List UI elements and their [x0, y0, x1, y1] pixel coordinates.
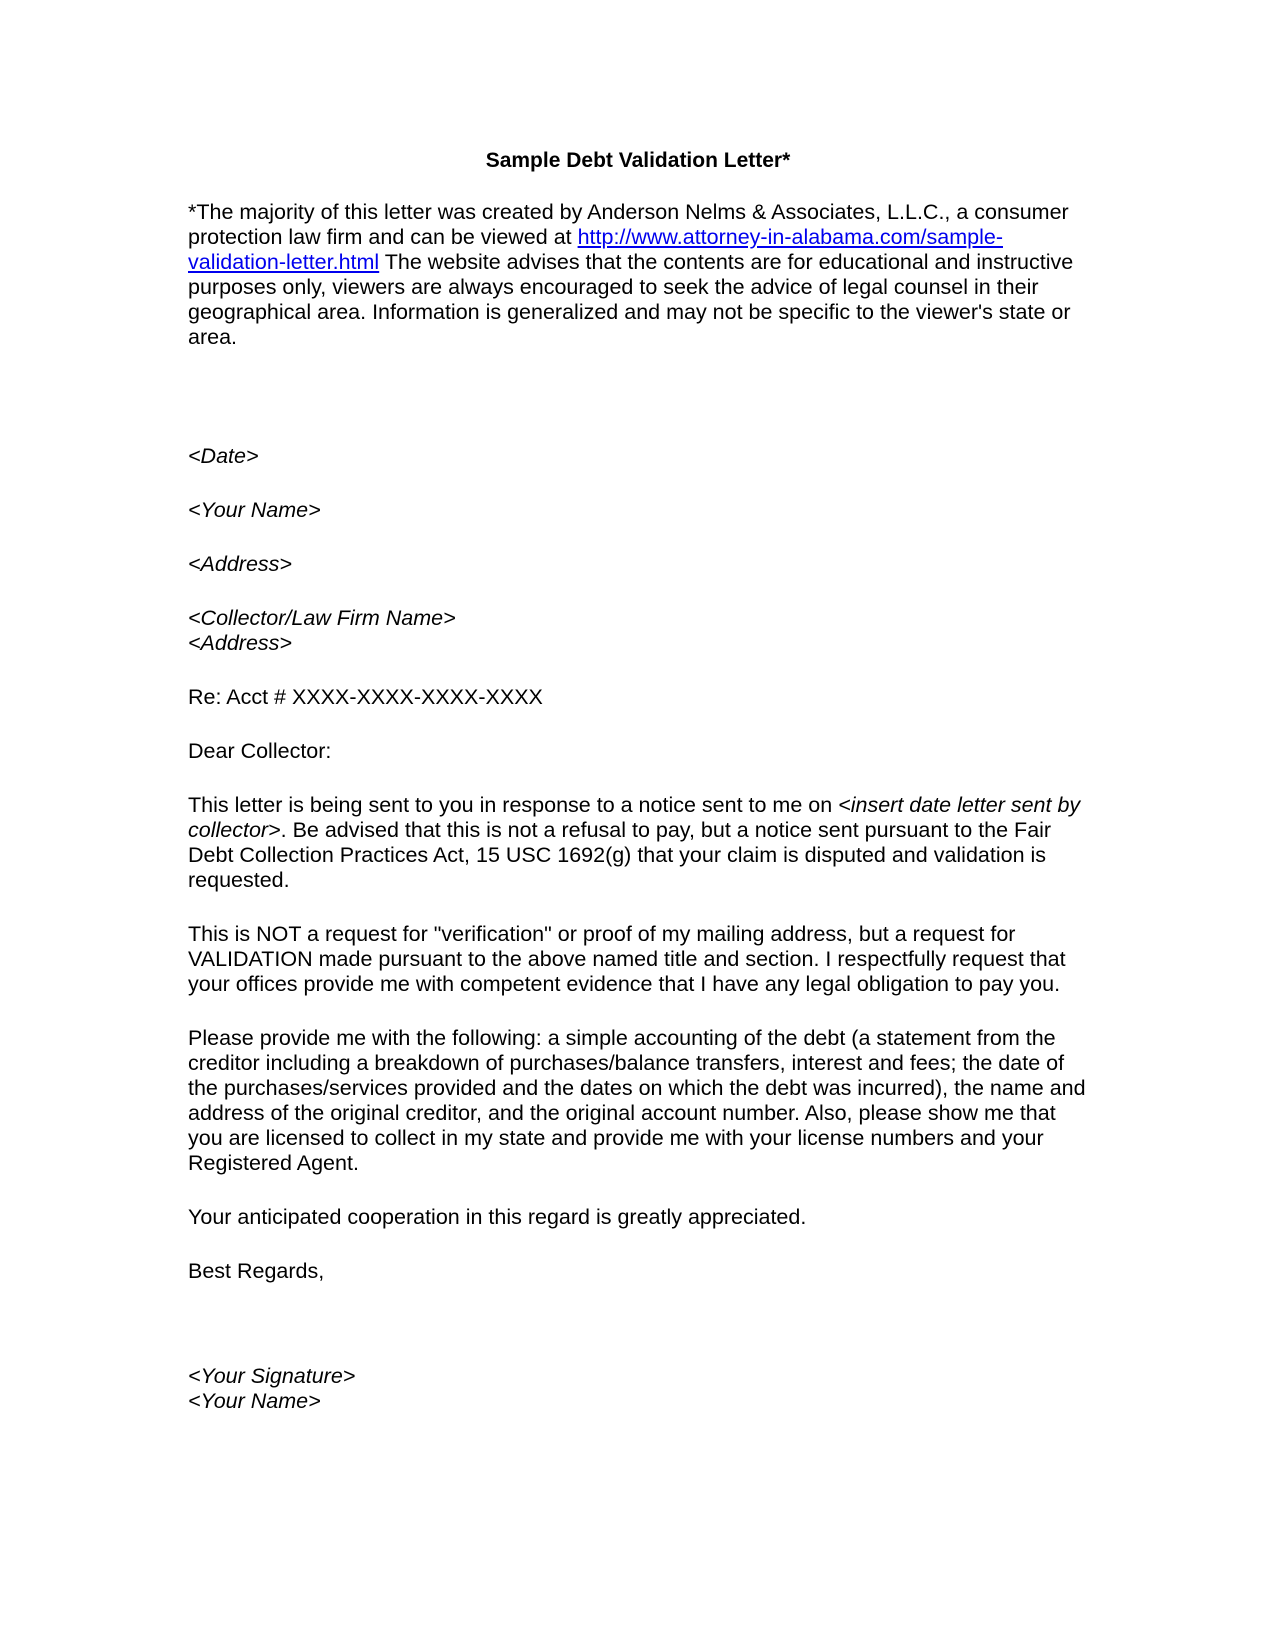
- intro-disclaimer: [188, 200, 1088, 350]
- paragraph-requirements: Please provide me with the following: a simple accounting of the debt (a statement from the creditor including a breakdown of purchases/balance transfers, interest and fees; the date of the purchases/services provided and the dates on which the debt was incurred), the name and address of the original creditor, and the original account number. Also, please show me that you are licensed to collect in my state and provide me with your license numbers and your Registered Agent.: [188, 1026, 1086, 1175]
- signature-name-placeholder: <Your Name>: [188, 1389, 321, 1413]
- letter-title: Sample Debt Validation Letter*: [485, 149, 791, 172]
- paragraph-validation-request: This is NOT a request for "verification" or proof of my mailing address, but a request for VALIDATION made pursuant to the above named title and section. I respectfully request that your offices provide me with competent evidence that I have any legal obligation to pay you.: [188, 922, 1066, 996]
- signature-block: [188, 1364, 1088, 1414]
- letter-page: [188, 148, 1088, 1414]
- paragraph-cooperation: Your anticipated cooperation in this regard is greatly appreciated.: [188, 1205, 807, 1229]
- salutation: Dear Collector:: [188, 739, 332, 763]
- intro-text-after-link: The website advises that the contents are for educational and instructive purposes only, viewers are always encouraged to seek the advice of legal counsel in their geographical area. Information is generalized and may not be specific to the viewer's state or area.: [188, 250, 1074, 349]
- date-placeholder: <Date>: [188, 444, 259, 468]
- signature-placeholder: <Your Signature>: [188, 1364, 356, 1388]
- source-link[interactable]: http://www.attorney-in-alabama.com/sample-validation-letter.html: [188, 225, 1003, 274]
- collector-name-placeholder: <Collector/Law Firm Name>: [188, 606, 456, 630]
- your-name-placeholder: <Your Name>: [188, 498, 321, 522]
- para1-after: . Be advised that this is not a refusal to pay, but a notice sent pursuant to the Fair Debt Collection Practices Act, 15 USC 1692(g) that your claim is disputed and validation is requested.: [188, 818, 1052, 892]
- your-address-placeholder: <Address>: [188, 552, 292, 576]
- closing: Best Regards,: [188, 1259, 325, 1283]
- date-sent-placeholder: <insert date letter sent by collector>: [188, 793, 1081, 842]
- para1-before: This letter is being sent to you in response to a notice sent to me on: [188, 793, 839, 817]
- re-line: Re: Acct # XXXX-XXXX-XXXX-XXXX: [188, 685, 543, 709]
- paragraph-notice: [188, 793, 1088, 893]
- collector-address-placeholder: <Address>: [188, 631, 292, 655]
- intro-text-before-link: *The majority of this letter was created by Anderson Nelms & Associates, L.L.C., a consumer protection law firm and can be viewed at: [188, 200, 1069, 249]
- collector-block: [188, 606, 1088, 656]
